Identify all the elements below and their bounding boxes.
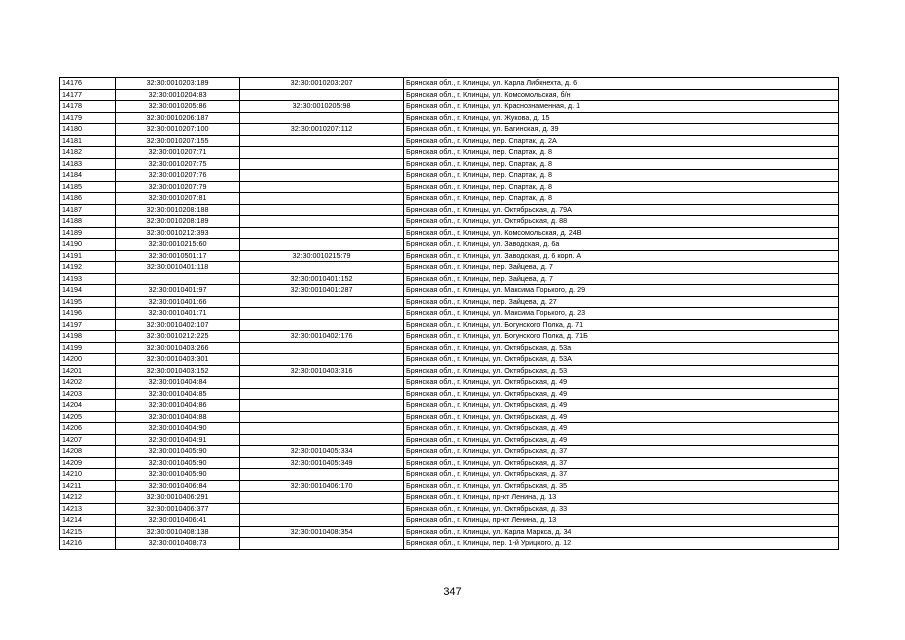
secondary-cadastral-number-cell bbox=[240, 515, 404, 527]
secondary-cadastral-number-cell bbox=[240, 388, 404, 400]
address-cell: Брянская обл., г. Клинцы, пер. Спартак, д. 8 bbox=[404, 193, 839, 205]
cadastral-number-cell: 32:30:0010404:88 bbox=[116, 411, 240, 423]
cadastral-number-cell: 32:30:0010212:393 bbox=[116, 227, 240, 239]
row-number-cell: 14189 bbox=[60, 227, 116, 239]
address-cell: Брянская обл., г. Клинцы, ул. Жукова, д. 15 bbox=[404, 112, 839, 124]
address-cell: Брянская обл., г. Клинцы, ул. Октябрьская, д. 49 bbox=[404, 400, 839, 412]
table-row bbox=[60, 204, 839, 216]
address-cell: Брянская обл., г. Клинцы, ул. Краснознаменная, д. 1 bbox=[404, 101, 839, 113]
secondary-cadastral-number-cell: 32:30:0010408:354 bbox=[240, 526, 404, 538]
row-number-cell: 14192 bbox=[60, 262, 116, 274]
row-number-cell: 14195 bbox=[60, 296, 116, 308]
table-row bbox=[60, 457, 839, 469]
address-cell: Брянская обл., г. Клинцы, ул. Максима Горького, д. 29 bbox=[404, 285, 839, 297]
row-number-cell: 14193 bbox=[60, 273, 116, 285]
row-number-cell: 14188 bbox=[60, 216, 116, 228]
table-row bbox=[60, 434, 839, 446]
address-cell: Брянская обл., г. Клинцы, пер. Спартак, д. 8 bbox=[404, 147, 839, 159]
secondary-cadastral-number-cell bbox=[240, 147, 404, 159]
secondary-cadastral-number-cell: 32:30:0010405:349 bbox=[240, 457, 404, 469]
address-cell: Брянская обл., г. Клинцы, ул. Октябрьская, д. 49 bbox=[404, 388, 839, 400]
secondary-cadastral-number-cell bbox=[240, 469, 404, 481]
cadastral-number-cell: 32:30:0010401:66 bbox=[116, 296, 240, 308]
cadastral-number-cell: 32:30:0010208:188 bbox=[116, 204, 240, 216]
table-row bbox=[60, 124, 839, 136]
cadastral-number-cell: 32:30:0010205:86 bbox=[116, 101, 240, 113]
row-number-cell: 14202 bbox=[60, 377, 116, 389]
address-cell: Брянская обл., г. Клинцы, ул. Октябрьская, д. 88 bbox=[404, 216, 839, 228]
secondary-cadastral-number-cell bbox=[240, 216, 404, 228]
address-cell: Брянская обл., г. Клинцы, ул. Октябрьская, д. 37 bbox=[404, 469, 839, 481]
table-row bbox=[60, 342, 839, 354]
cadastral-number-cell: 32:30:0010405:90 bbox=[116, 446, 240, 458]
cadastral-number-cell: 32:30:0010404:91 bbox=[116, 434, 240, 446]
table-row bbox=[60, 469, 839, 481]
cadastral-number-cell: 32:30:0010207:76 bbox=[116, 170, 240, 182]
secondary-cadastral-number-cell bbox=[240, 411, 404, 423]
row-number-cell: 14210 bbox=[60, 469, 116, 481]
cadastral-number-cell: 32:30:0010207:81 bbox=[116, 193, 240, 205]
table-row bbox=[60, 193, 839, 205]
secondary-cadastral-number-cell bbox=[240, 89, 404, 101]
row-number-cell: 14204 bbox=[60, 400, 116, 412]
secondary-cadastral-number-cell bbox=[240, 135, 404, 147]
cadastral-number-cell: 32:30:0010203:189 bbox=[116, 78, 240, 90]
row-number-cell: 14203 bbox=[60, 388, 116, 400]
row-number-cell: 14200 bbox=[60, 354, 116, 366]
table-row bbox=[60, 538, 839, 550]
address-cell: Брянская обл., г. Клинцы, ул. Заводская, д. 6 корп. А bbox=[404, 250, 839, 262]
address-cell: Брянская обл., г. Клинцы, ул. Карла Маркса, д. 34 bbox=[404, 526, 839, 538]
cadastral-number-cell: 32:30:0010207:75 bbox=[116, 158, 240, 170]
cadastral-number-cell: 32:30:0010405:90 bbox=[116, 469, 240, 481]
row-number-cell: 14177 bbox=[60, 89, 116, 101]
row-number-cell: 14197 bbox=[60, 319, 116, 331]
address-cell: Брянская обл., г. Клинцы, пер. Спартак, д. 2А bbox=[404, 135, 839, 147]
table-row bbox=[60, 181, 839, 193]
address-cell: Брянская обл., г. Клинцы, ул. Октябрьская, д. 49 bbox=[404, 423, 839, 435]
cadastral-number-cell: 32:30:0010401:118 bbox=[116, 262, 240, 274]
address-cell: Брянская обл., г. Клинцы, ул. Октябрьская, д. 35 bbox=[404, 480, 839, 492]
secondary-cadastral-number-cell bbox=[240, 227, 404, 239]
address-cell: Брянская обл., г. Клинцы, ул. Багинская, д. 39 bbox=[404, 124, 839, 136]
address-cell: Брянская обл., г. Клинцы, пер. Спартак, д. 8 bbox=[404, 170, 839, 182]
cadastral-number-cell: 32:30:0010208:189 bbox=[116, 216, 240, 228]
cadastral-number-cell: 32:30:0010401:71 bbox=[116, 308, 240, 320]
cadastral-number-cell: 32:30:0010403:266 bbox=[116, 342, 240, 354]
table-row bbox=[60, 112, 839, 124]
cadastral-number-cell: 32:30:0010207:100 bbox=[116, 124, 240, 136]
row-number-cell: 14186 bbox=[60, 193, 116, 205]
row-number-cell: 14208 bbox=[60, 446, 116, 458]
cadastral-number-cell: 32:30:0010215:60 bbox=[116, 239, 240, 251]
secondary-cadastral-number-cell: 32:30:0010403:316 bbox=[240, 365, 404, 377]
cadastral-number-cell: 32:30:0010207:155 bbox=[116, 135, 240, 147]
row-number-cell: 14205 bbox=[60, 411, 116, 423]
row-number-cell: 14176 bbox=[60, 78, 116, 90]
secondary-cadastral-number-cell: 32:30:0010203:207 bbox=[240, 78, 404, 90]
row-number-cell: 14185 bbox=[60, 181, 116, 193]
cadastral-number-cell: 32:30:0010207:79 bbox=[116, 181, 240, 193]
table-row bbox=[60, 285, 839, 297]
cadastral-number-cell: 32:30:0010403:152 bbox=[116, 365, 240, 377]
address-cell: Брянская обл., г. Клинцы, ул. Максима Горького, д. 23 bbox=[404, 308, 839, 320]
table-row bbox=[60, 78, 839, 90]
secondary-cadastral-number-cell bbox=[240, 193, 404, 205]
table-row bbox=[60, 147, 839, 159]
address-cell: Брянская обл., г. Клинцы, ул. Комсомольская, б/н bbox=[404, 89, 839, 101]
registry-table-body bbox=[60, 78, 839, 550]
secondary-cadastral-number-cell bbox=[240, 354, 404, 366]
row-number-cell: 14212 bbox=[60, 492, 116, 504]
cadastral-number-cell: 32:30:0010406:377 bbox=[116, 503, 240, 515]
row-number-cell: 14180 bbox=[60, 124, 116, 136]
table-row bbox=[60, 503, 839, 515]
secondary-cadastral-number-cell: 32:30:0010406:170 bbox=[240, 480, 404, 492]
address-cell: Брянская обл., г. Клинцы, ул. Октябрьская, д. 49 bbox=[404, 434, 839, 446]
cadastral-number-cell: 32:30:0010501:17 bbox=[116, 250, 240, 262]
table-row bbox=[60, 158, 839, 170]
table-row bbox=[60, 273, 839, 285]
row-number-cell: 14183 bbox=[60, 158, 116, 170]
secondary-cadastral-number-cell bbox=[240, 538, 404, 550]
row-number-cell: 14194 bbox=[60, 285, 116, 297]
cadastral-number-cell: 32:30:0010404:90 bbox=[116, 423, 240, 435]
secondary-cadastral-number-cell bbox=[240, 158, 404, 170]
secondary-cadastral-number-cell bbox=[240, 262, 404, 274]
secondary-cadastral-number-cell: 32:30:0010401:287 bbox=[240, 285, 404, 297]
cadastral-number-cell: 32:30:0010401:97 bbox=[116, 285, 240, 297]
table-row bbox=[60, 423, 839, 435]
table-row bbox=[60, 239, 839, 251]
address-cell: Брянская обл., г. Клинцы, пер. Зайцева, д. 7 bbox=[404, 273, 839, 285]
cadastral-number-cell: 32:30:0010212:225 bbox=[116, 331, 240, 343]
row-number-cell: 14201 bbox=[60, 365, 116, 377]
table-row bbox=[60, 446, 839, 458]
row-number-cell: 14182 bbox=[60, 147, 116, 159]
secondary-cadastral-number-cell bbox=[240, 342, 404, 354]
secondary-cadastral-number-cell: 32:30:0010401:152 bbox=[240, 273, 404, 285]
row-number-cell: 14181 bbox=[60, 135, 116, 147]
cadastral-number-cell: 32:30:0010402:107 bbox=[116, 319, 240, 331]
table-row bbox=[60, 365, 839, 377]
table-row bbox=[60, 170, 839, 182]
table-row bbox=[60, 354, 839, 366]
table-row bbox=[60, 296, 839, 308]
row-number-cell: 14178 bbox=[60, 101, 116, 113]
cadastral-number-cell: 32:30:0010404:86 bbox=[116, 400, 240, 412]
cadastral-number-cell: 32:30:0010206:187 bbox=[116, 112, 240, 124]
table-row bbox=[60, 216, 839, 228]
row-number-cell: 14211 bbox=[60, 480, 116, 492]
address-cell: Брянская обл., г. Клинцы, ул. Октябрьская, д. 49 bbox=[404, 377, 839, 389]
table-row bbox=[60, 89, 839, 101]
address-cell: Брянская обл., г. Клинцы, пер. Зайцева, д. 7 bbox=[404, 262, 839, 274]
table-row bbox=[60, 526, 839, 538]
cadastral-number-cell: 32:30:0010406:291 bbox=[116, 492, 240, 504]
address-cell: Брянская обл., г. Клинцы, ул. Октябрьская, д. 79А bbox=[404, 204, 839, 216]
address-cell: Брянская обл., г. Клинцы, ул. Октябрьская, д. 49 bbox=[404, 411, 839, 423]
address-cell: Брянская обл., г. Клинцы, ул. Карла Либкнехта, д. 6 bbox=[404, 78, 839, 90]
secondary-cadastral-number-cell bbox=[240, 181, 404, 193]
table-row bbox=[60, 101, 839, 113]
row-number-cell: 14207 bbox=[60, 434, 116, 446]
secondary-cadastral-number-cell bbox=[240, 319, 404, 331]
row-number-cell: 14184 bbox=[60, 170, 116, 182]
table-row bbox=[60, 515, 839, 527]
secondary-cadastral-number-cell: 32:30:0010205:98 bbox=[240, 101, 404, 113]
secondary-cadastral-number-cell bbox=[240, 296, 404, 308]
table-row bbox=[60, 400, 839, 412]
property-registry-table bbox=[59, 77, 839, 550]
secondary-cadastral-number-cell bbox=[240, 308, 404, 320]
row-number-cell: 14191 bbox=[60, 250, 116, 262]
address-cell: Брянская обл., г. Клинцы, ул. Октябрьская, д. 33 bbox=[404, 503, 839, 515]
secondary-cadastral-number-cell bbox=[240, 239, 404, 251]
table-row bbox=[60, 319, 839, 331]
row-number-cell: 14209 bbox=[60, 457, 116, 469]
address-cell: Брянская обл., г. Клинцы, пер. Зайцева, д. 27 bbox=[404, 296, 839, 308]
secondary-cadastral-number-cell bbox=[240, 112, 404, 124]
address-cell: Брянская обл., г. Клинцы, ул. Октябрьская, д. 53А bbox=[404, 354, 839, 366]
secondary-cadastral-number-cell: 32:30:0010215:79 bbox=[240, 250, 404, 262]
cadastral-number-cell: 32:30:0010406:84 bbox=[116, 480, 240, 492]
cadastral-number-cell: 32:30:0010408:138 bbox=[116, 526, 240, 538]
row-number-cell: 14190 bbox=[60, 239, 116, 251]
address-cell: Брянская обл., г. Клинцы, ул. Октябрьская, д. 53 bbox=[404, 365, 839, 377]
cadastral-number-cell: 32:30:0010404:85 bbox=[116, 388, 240, 400]
secondary-cadastral-number-cell bbox=[240, 492, 404, 504]
secondary-cadastral-number-cell bbox=[240, 434, 404, 446]
row-number-cell: 14199 bbox=[60, 342, 116, 354]
secondary-cadastral-number-cell bbox=[240, 204, 404, 216]
table-row bbox=[60, 250, 839, 262]
cadastral-number-cell: 32:30:0010404:84 bbox=[116, 377, 240, 389]
address-cell: Брянская обл., г. Клинцы, пер. Спартак, д. 8 bbox=[404, 181, 839, 193]
address-cell: Брянская обл., г. Клинцы, ул. Богунского Полка, д. 71Б bbox=[404, 331, 839, 343]
cadastral-number-cell bbox=[116, 273, 240, 285]
cadastral-number-cell: 32:30:0010204:83 bbox=[116, 89, 240, 101]
secondary-cadastral-number-cell bbox=[240, 170, 404, 182]
address-cell: Брянская обл., г. Клинцы, пр-кт Ленина, д. 13 bbox=[404, 515, 839, 527]
table-row bbox=[60, 227, 839, 239]
table-row bbox=[60, 480, 839, 492]
cadastral-number-cell: 32:30:0010408:73 bbox=[116, 538, 240, 550]
address-cell: Брянская обл., г. Клинцы, ул. Богунского Полка, д. 71 bbox=[404, 319, 839, 331]
row-number-cell: 14198 bbox=[60, 331, 116, 343]
row-number-cell: 14216 bbox=[60, 538, 116, 550]
page-number: 347 bbox=[443, 586, 462, 598]
table-row bbox=[60, 308, 839, 320]
cadastral-number-cell: 32:30:0010405:90 bbox=[116, 457, 240, 469]
table-row bbox=[60, 331, 839, 343]
secondary-cadastral-number-cell bbox=[240, 503, 404, 515]
table-row bbox=[60, 262, 839, 274]
address-cell: Брянская обл., г. Клинцы, ул. Комсомольская, д. 24В bbox=[404, 227, 839, 239]
row-number-cell: 14179 bbox=[60, 112, 116, 124]
address-cell: Брянская обл., г. Клинцы, ул. Заводская, д. 6а bbox=[404, 239, 839, 251]
cadastral-number-cell: 32:30:0010207:71 bbox=[116, 147, 240, 159]
row-number-cell: 14196 bbox=[60, 308, 116, 320]
row-number-cell: 14213 bbox=[60, 503, 116, 515]
secondary-cadastral-number-cell: 32:30:0010405:334 bbox=[240, 446, 404, 458]
secondary-cadastral-number-cell: 32:30:0010402:176 bbox=[240, 331, 404, 343]
address-cell: Брянская обл., г. Клинцы, пр-кт Ленина, д. 13 bbox=[404, 492, 839, 504]
row-number-cell: 14187 bbox=[60, 204, 116, 216]
secondary-cadastral-number-cell bbox=[240, 400, 404, 412]
row-number-cell: 14214 bbox=[60, 515, 116, 527]
row-number-cell: 14215 bbox=[60, 526, 116, 538]
address-cell: Брянская обл., г. Клинцы, ул. Октябрьская, д. 37 bbox=[404, 446, 839, 458]
row-number-cell: 14206 bbox=[60, 423, 116, 435]
table-row bbox=[60, 411, 839, 423]
cadastral-number-cell: 32:30:0010403:301 bbox=[116, 354, 240, 366]
table-row bbox=[60, 388, 839, 400]
table-row bbox=[60, 377, 839, 389]
address-cell: Брянская обл., г. Клинцы, пер. Спартак, д. 8 bbox=[404, 158, 839, 170]
table-row bbox=[60, 135, 839, 147]
address-cell: Брянская обл., г. Клинцы, ул. Октябрьская, д. 53а bbox=[404, 342, 839, 354]
secondary-cadastral-number-cell: 32:30:0010207:112 bbox=[240, 124, 404, 136]
secondary-cadastral-number-cell bbox=[240, 377, 404, 389]
secondary-cadastral-number-cell bbox=[240, 423, 404, 435]
cadastral-number-cell: 32:30:0010406:41 bbox=[116, 515, 240, 527]
address-cell: Брянская обл., г. Клинцы, пер. 1-й Урицкого, д. 12 bbox=[404, 538, 839, 550]
table-row bbox=[60, 492, 839, 504]
address-cell: Брянская обл., г. Клинцы, ул. Октябрьская, д. 37 bbox=[404, 457, 839, 469]
